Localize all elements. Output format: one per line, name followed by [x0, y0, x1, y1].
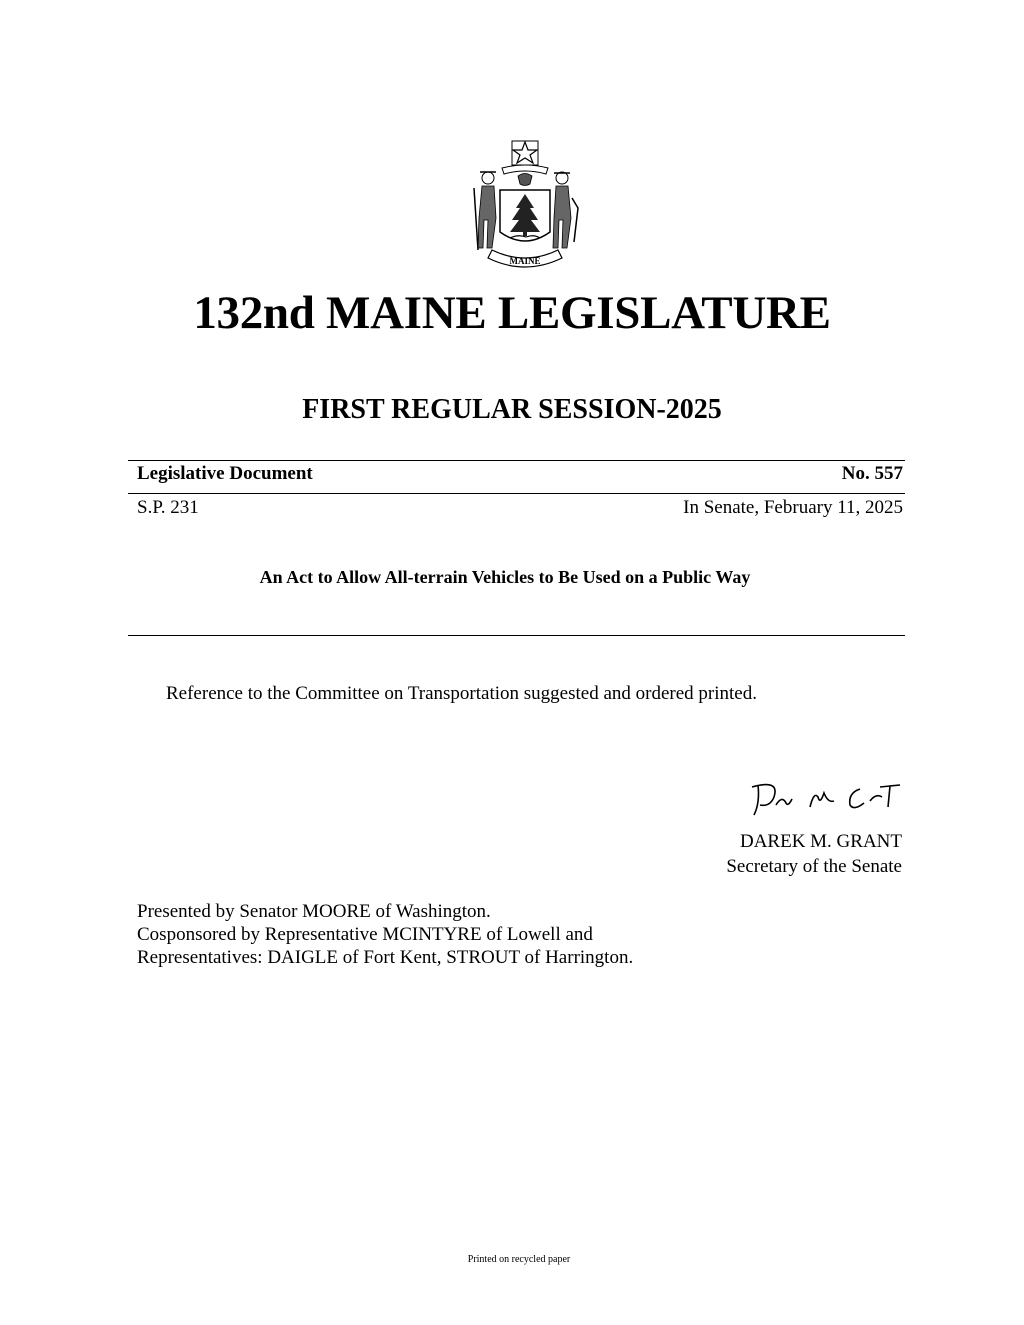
document-number-row [137, 462, 903, 486]
title-divider [128, 635, 905, 636]
seal-banner-text: MAINE [509, 256, 541, 266]
signer-title: Secretary of the Senate [726, 856, 902, 877]
representatives: Representatives: DAIGLE of Fort Kent, STROUT of Harrington. [137, 947, 634, 968]
top-divider [128, 460, 905, 461]
senate-paper-number: S.P. 231 [137, 497, 199, 518]
committee-reference: Reference to the Committee on Transportation suggested and ordered printed. [166, 683, 757, 704]
signer-name: DAREK M. GRANT [739, 831, 902, 852]
seal-star-icon [513, 142, 537, 163]
maine-state-seal [466, 138, 584, 274]
document-number: No. 557 [841, 463, 903, 484]
senate-date: In Senate, February 11, 2025 [683, 497, 903, 518]
presented-by: Presented by Senator MOORE of Washington. [137, 901, 491, 922]
signer-block [726, 829, 902, 879]
middle-divider [128, 493, 905, 494]
cosponsored-by: Cosponsored by Representative MCINTYRE of Lowell and [137, 924, 593, 945]
act-title: An Act to Allow All-terrain Vehicles to Be Used on a Public Way [259, 567, 751, 587]
session-heading: FIRST REGULAR SESSION-2025 [302, 394, 722, 425]
senate-paper-row [137, 496, 903, 520]
page-title: 132nd MAINE LEGISLATURE [193, 287, 831, 339]
sponsors-block [137, 900, 633, 969]
document-type-label: Legislative Document [137, 463, 313, 484]
signature-image [740, 775, 910, 825]
recycled-paper-note: Printed on recycled paper [467, 1254, 571, 1265]
